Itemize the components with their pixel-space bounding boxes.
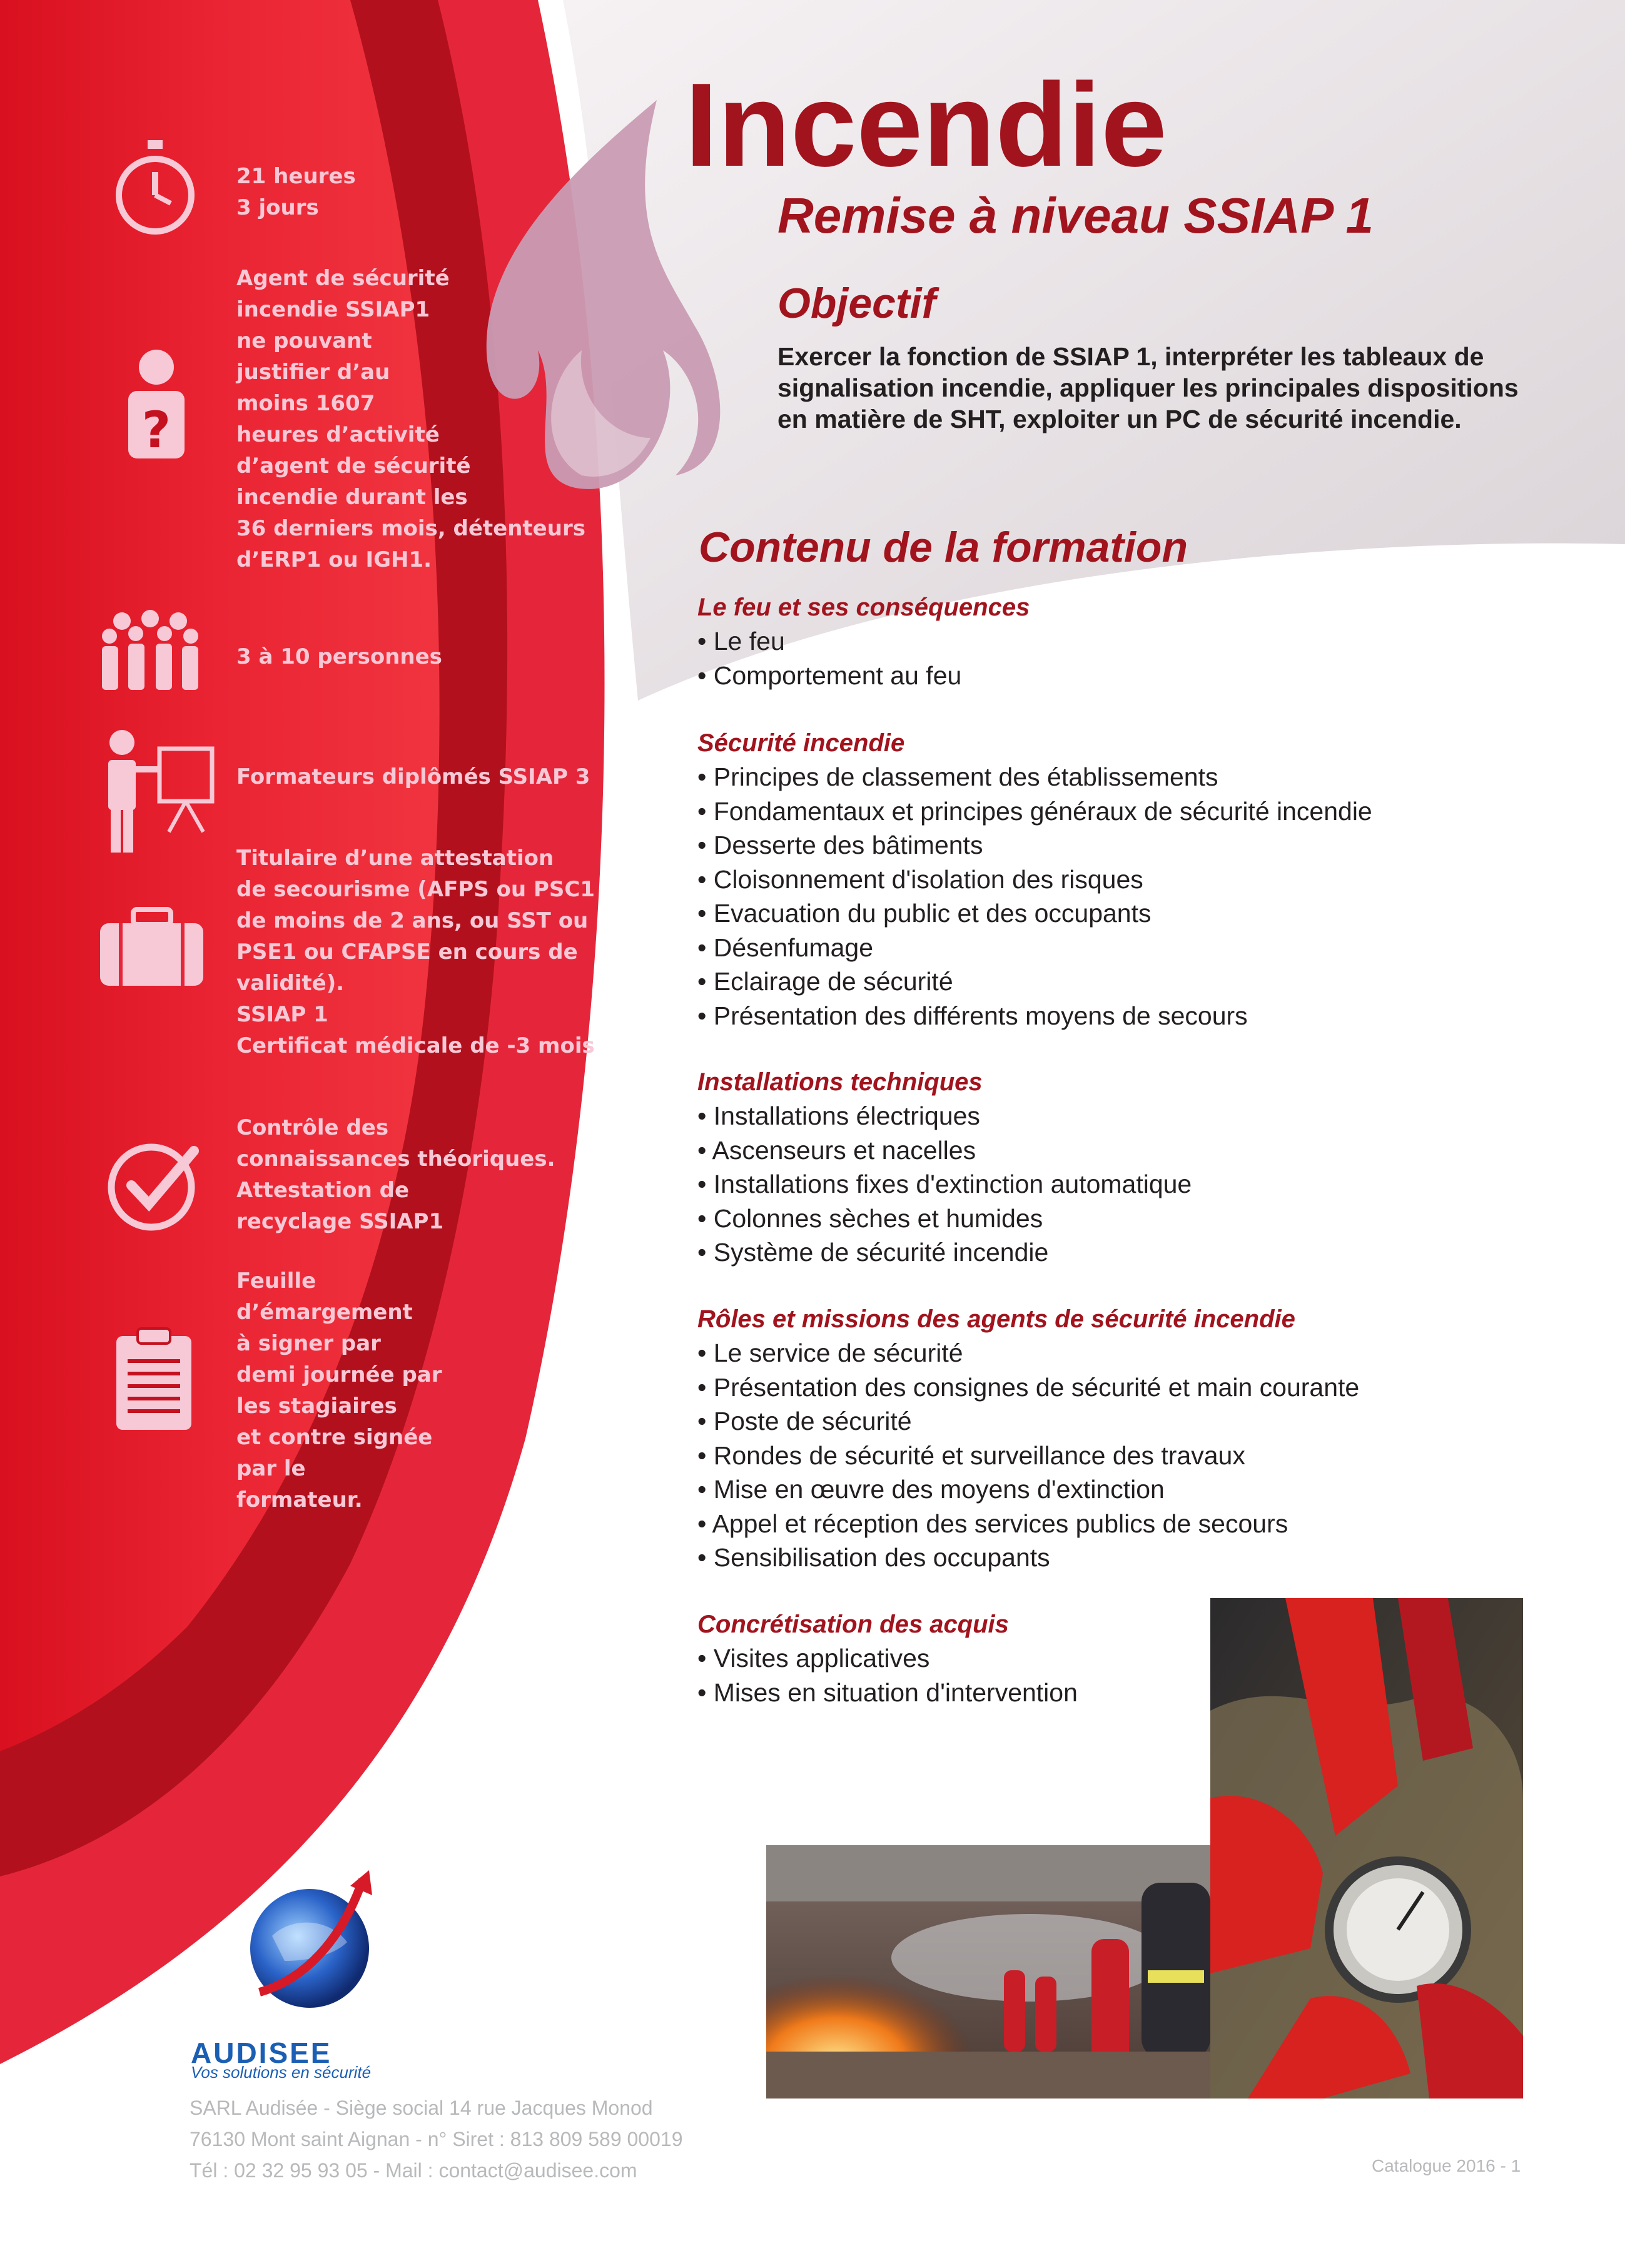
list-item: • Présentation des consignes de sécurité et main courante [697,1370,1542,1405]
list-item: • Sensibilisation des occupants [697,1541,1542,1575]
content-heading: Contenu de la formation [699,524,1188,571]
photo-equipment-check [1210,1598,1523,2098]
photo-extinguisher-training [766,1845,1220,2098]
list-item: • Ascenseurs et nacelles [697,1133,1542,1168]
sidebar-trainers: Formateurs diplômés SSIAP 3 [236,764,590,789]
sidebar-duration: 21 heures 3 jours [236,164,356,220]
list-item: • Fondamentaux et principes généraux de sécurité incendie [697,794,1542,829]
section-installations [697,1065,1542,1270]
sidebar-group-size: 3 à 10 personnes [236,644,442,669]
checkmark-circle-icon [106,1138,200,1232]
sidebar-prerequisites: Titulaire d’une attestation de secourisme (AFPS ou PSC1 de moins de 2 ans, ou SST ou PSE1 ou CFAPSE en cours de validité). SSIAP 1 Certificat médicale de -3 mois [236,846,595,1058]
list-item: • Principes de classement des établissements [697,760,1542,794]
section-securite [697,726,1542,1033]
list-item: • Mises en situation d'intervention [697,1676,1542,1710]
section-title: Sécurité incendie [697,729,905,757]
sidebar-attendance: Feuille d’émargement à signer par demi journée par les stagiaires et contre signée par le formateur. [236,1268,442,1512]
list-item: • Poste de sécurité [697,1404,1542,1439]
list-item: • Desserte des bâtiments [697,828,1542,863]
list-item: • Cloisonnement d'isolation des risques [697,863,1542,897]
sidebar-evaluation: Contrôle des connaissances théoriques. Attestation de recyclage SSIAP1 [236,1115,555,1234]
person-question-icon [119,347,194,460]
list-item: • Rondes de sécurité et surveillance des travaux [697,1439,1542,1473]
page-subtitle: Remise à niveau SSIAP 1 [777,188,1374,243]
list-item: • Système de sécurité incendie [697,1235,1542,1270]
section-title: Concrétisation des acquis [697,1611,1009,1638]
list-item: • Installations électriques [697,1099,1542,1133]
trainer-board-icon [97,729,216,854]
list-item: • Mise en œuvre des moyens d'extinction [697,1472,1542,1507]
clipboard-icon [114,1326,194,1432]
brand-tagline: Vos solutions en sécurité [191,2063,372,2082]
list-item: • Le service de sécurité [697,1336,1542,1370]
catalogue-label: Catalogue 2016 - 1 [1372,2156,1521,2175]
list-item: • Présentation des différents moyens de secours [697,999,1542,1033]
list-item: • Comportement au feu [697,659,1542,693]
list-item: • Appel et réception des services publics de secours [697,1507,1542,1541]
svg-text:?: ? [141,401,171,459]
briefcase-icon [97,907,206,988]
list-item: • Eclairage de sécurité [697,964,1542,999]
list-item: • Désenfumage [697,931,1542,965]
section-roles [697,1302,1542,1575]
brand-name: AUDISEE [191,2037,332,2069]
section-title: Installations techniques [697,1068,983,1096]
list-item: • Installations fixes d'extinction automatique [697,1167,1542,1202]
group-icon [100,610,200,691]
objective-text: Exercer la fonction de SSIAP 1, interpréter les tableaux de signalisation incendie, appliquer les principales dispositions en matière de SHT, exploiter un PC de sécurité incendie. [777,342,1519,433]
page-title: Incendie [685,59,1167,191]
stopwatch-icon [111,138,199,238]
audisee-globe-logo [247,1867,385,2023]
list-item: • Le feu [697,624,1542,659]
objective-heading: Objectif [777,280,936,327]
section-title: Rôles et missions des agents de sécurité incendie [697,1305,1295,1333]
sidebar-public: Agent de sécurité incendie SSIAP1 ne pouvant justifier d’au moins 1607 heures d’activité d’agent de sécurité incendie durant les 36 derniers mois, détenteurs d’ERP1 ou IGH1. [236,266,585,572]
list-item: • Colonnes sèches et humides [697,1202,1542,1236]
list-item: • Visites applicatives [697,1641,1542,1676]
list-item: • Evacuation du public et des occupants [697,896,1542,931]
section-feu [697,590,1542,692]
footer-address: SARL Audisée - Siège social 14 rue Jacques Monod 76130 Mont saint Aignan - n° Siret : 813 809 589 00019 Tél : 02 32 95 93 05 - Mail : contact@audisee.com [190,2097,683,2182]
section-title: Le feu et ses conséquences [697,594,1030,621]
